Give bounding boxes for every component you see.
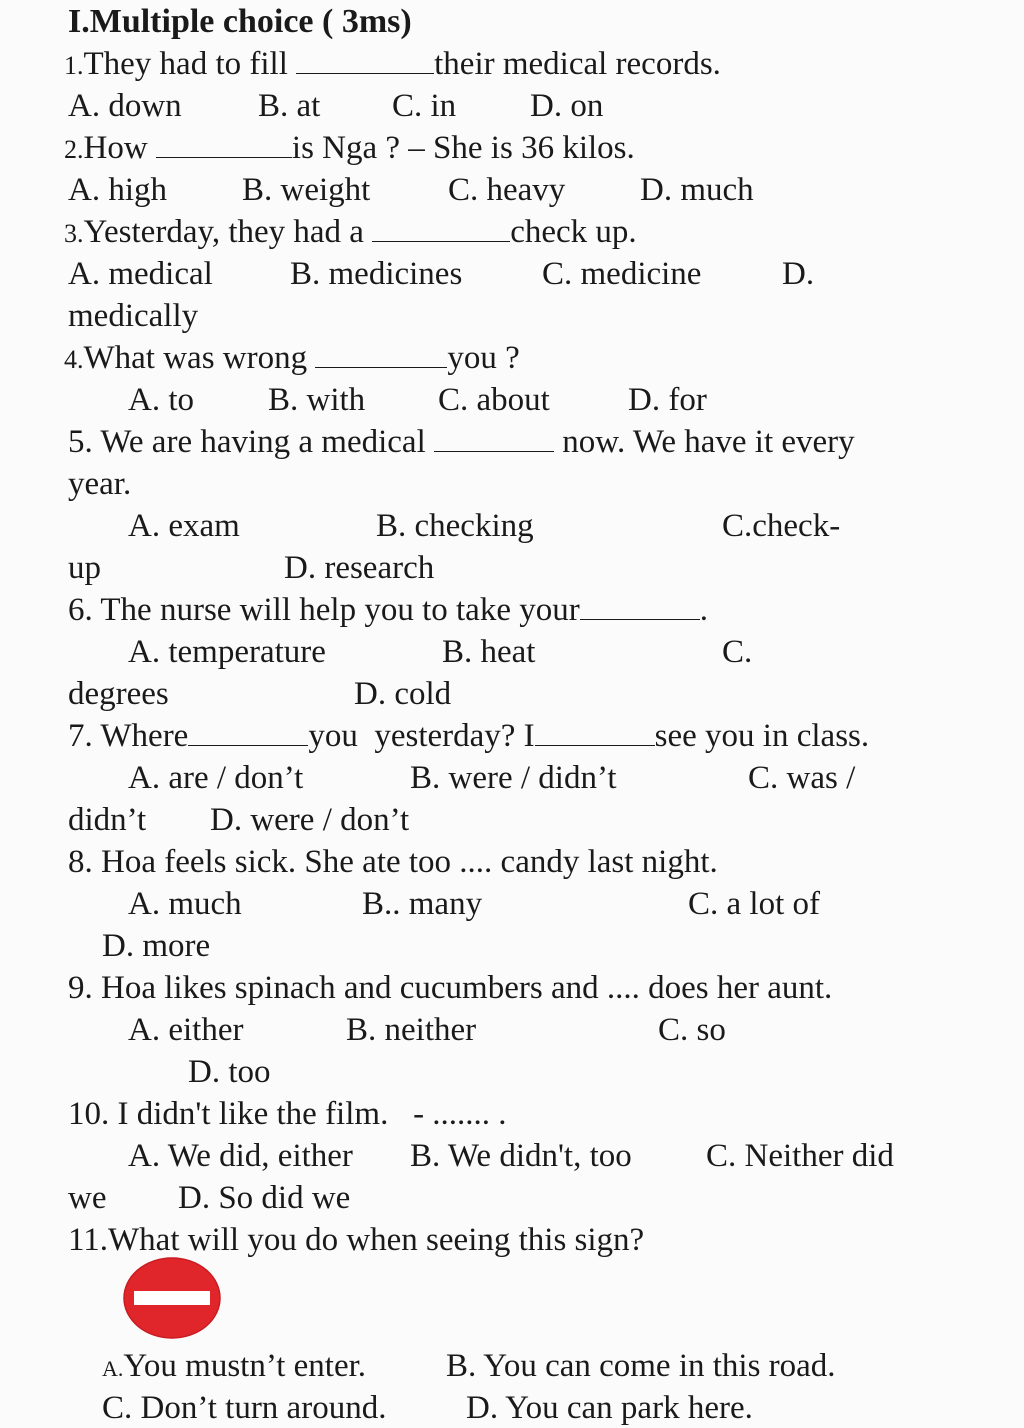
question-5: 5. We are having a medical now. We have it every (68, 424, 855, 460)
q10-option-b: B. We didn't, too (410, 1138, 632, 1174)
q10-option-a: A. We did, either (128, 1138, 353, 1174)
q2-option-a: A. high (68, 172, 167, 208)
q11-option-d: D. You can park here. (466, 1390, 753, 1426)
q11-option-b: B. You can come in this road. (446, 1348, 836, 1384)
q6-option-d: D. cold (354, 676, 452, 712)
q1-option-c: C. in (392, 88, 457, 124)
q2-option-d: D. much (640, 172, 754, 208)
answer-blank (434, 425, 554, 452)
q9-option-d: D. too (188, 1054, 271, 1090)
answer-blank (156, 131, 292, 158)
q7-option-c-cont: didn’t (68, 802, 147, 838)
q8-option-d: D. more (102, 928, 211, 964)
q2-option-b: B. weight (242, 172, 371, 208)
no-entry-sign-bar (134, 1291, 210, 1305)
answer-blank (188, 719, 308, 746)
question-1: 1.They had to fill their medical records. (64, 46, 721, 82)
q3-option-d: D. (782, 256, 815, 292)
q7-option-a: A. are / don’t (128, 760, 304, 796)
q3-option-d-cont: medically (68, 298, 199, 334)
q4-option-a: A. to (128, 382, 194, 418)
answer-blank (372, 215, 510, 242)
q1-option-a: A. down (68, 88, 182, 124)
section-title: I.Multiple choice ( 3ms) (68, 3, 412, 40)
q5-option-a: A. exam (128, 508, 240, 544)
answer-blank (580, 593, 700, 620)
answer-blank (315, 341, 447, 368)
q8-option-c: C. a lot of (688, 886, 820, 922)
q4-option-b: B. with (268, 382, 366, 418)
question-6: 6. The nurse will help you to take your . (68, 592, 708, 628)
q6-option-a: A. temperature (128, 634, 326, 670)
q10-option-c-cont: we (68, 1180, 107, 1216)
q11-option-c: C. Don’t turn around. (102, 1390, 387, 1426)
question-7: 7. Where you yesterday? I see you in class. (68, 718, 870, 754)
q6-option-b: B. heat (442, 634, 536, 670)
q9-option-b: B. neither (346, 1012, 477, 1048)
question-4: 4.What was wrong you ? (64, 340, 520, 376)
answer-blank (535, 719, 655, 746)
question-8: 8. Hoa feels sick. She ate too .... candy last night. (68, 844, 718, 880)
answer-blank (296, 47, 434, 74)
q2-option-c: C. heavy (448, 172, 566, 208)
q1-option-b: B. at (258, 88, 321, 124)
q5-option-c: C.check- (722, 508, 841, 544)
no-entry-sign-icon (122, 1256, 222, 1340)
question-10: 10. I didn't like the film. - ....... . (68, 1096, 507, 1132)
q4-option-c: C. about (438, 382, 550, 418)
q3-option-a: A. medical (68, 256, 213, 292)
q9-option-c: C. so (658, 1012, 726, 1048)
q8-option-a: A. much (128, 886, 242, 922)
q9-option-a: A. either (128, 1012, 244, 1048)
q11-option-a: A.You mustn’t enter. (102, 1348, 367, 1384)
question-2: 2.How is Nga ? – She is 36 kilos. (64, 130, 635, 166)
q7-option-d: D. were / don’t (210, 802, 410, 838)
question-5-cont: year. (68, 466, 132, 502)
q10-option-d: D. So did we (178, 1180, 351, 1216)
q7-option-c: C. was / (748, 760, 856, 796)
question-3: 3.Yesterday, they had a check up. (64, 214, 637, 250)
q10-option-c: C. Neither did (706, 1138, 894, 1174)
q3-option-b: B. medicines (290, 256, 463, 292)
q3-option-c: C. medicine (542, 256, 702, 292)
q1-option-d: D. on (530, 88, 604, 124)
q7-option-b: B. were / didn’t (410, 760, 617, 796)
question-9: 9. Hoa likes spinach and cucumbers and .... does her aunt. (68, 970, 833, 1006)
q8-option-b: B.. many (362, 886, 483, 922)
question-11: 11.What will you do when seeing this sign? (68, 1222, 645, 1258)
q4-option-d: D. for (628, 382, 707, 418)
q5-option-d: D. research (284, 550, 435, 586)
q6-option-c: C. (722, 634, 753, 670)
q5-option-b: B. checking (376, 508, 534, 544)
q5-option-c-cont: up (68, 550, 101, 586)
q6-option-c-cont: degrees (68, 676, 169, 712)
